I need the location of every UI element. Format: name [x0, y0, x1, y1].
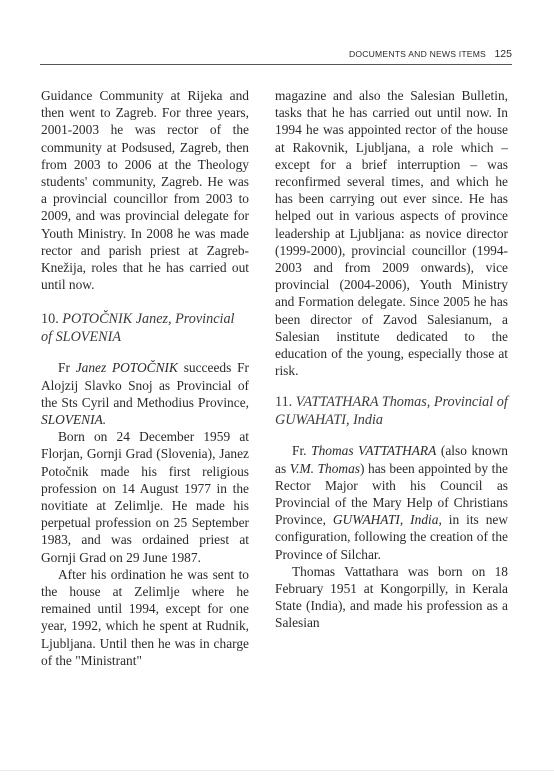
left-column: [41, 87, 249, 669]
running-header-title: DOCUMENTS AND NEWS ITEMS: [348, 49, 486, 59]
left-paragraph-2: [41, 359, 249, 428]
left-paragraph-1: Guidance Community at Rijeka and then went to Zagreb. For three years, 2001-2003 he was rector of the community at Podsused, Zagreb, then from 2003 to 2006 at the Theology students' community, Zagreb. He was a provincial councillor from 2003 to 2009, and was provincial delegate for Youth Ministry. In 2008 he was made rector and parish priest at Zagreb-Knežija, roles that he has carried out until now.: [41, 88, 249, 293]
section-heading-10-number: 10.: [41, 311, 59, 328]
right-paragraph-2-aka: V.M. Thomas: [289, 460, 360, 476]
right-paragraph-2-a: Fr.: [292, 443, 312, 459]
left-paragraph-2-province: SLOVENIA.: [41, 412, 107, 428]
page-number: 125: [494, 48, 512, 60]
right-paragraph-2-c: ) has been appointed by the Rector Major with his Council as Provincial of the Mary Help of Christians Province,: [275, 460, 508, 528]
page-bottom-edge: [0, 770, 554, 771]
left-paragraph-2-a: Fr: [58, 360, 76, 376]
right-paragraph-2-province: GUWAHATI, India,: [332, 512, 442, 528]
right-paragraph-1: magazine and also the Salesian Bulletin, tasks that he has carried out until now. In 1994 he was appointed rector of the house at Rakovnik, Ljubljana, a role which – except for a brief interruption – was reconfirmed several times, and which he has been carrying out ever since. He has helped out in various aspects of province leadership at Ljubljana: as novice director (1999-2000), provincial councillor (1994-2003 and from 2009 onwards), vice provincial (2004-2006), Youth Ministry and Formation delegate. Since 2005 he has been director of Zavod Salesianum, a Salesian institute dedicated to the education of the young, especially those at risk.: [275, 88, 508, 379]
left-paragraph-2-name: Janez POTOČNIK: [75, 360, 178, 376]
left-paragraph-3: Born on 24 December 1959 at Florjan, Gornji Grad (Slovenia), Janez Potočnik made his first religious profession on 14 August 1977 in the novitiate at Zelimlje. He made his perpetual profession on 25 September 1983, and was ordained priest at Gornji Grad on 29 June 1987.: [41, 429, 249, 565]
right-column: [275, 87, 508, 632]
right-paragraph-2-b: (also known as: [275, 443, 508, 476]
section-heading-10: [41, 311, 249, 346]
right-paragraph-2-d: in its new configuration, following the creation of the Province of Silchar.: [275, 512, 508, 562]
left-paragraph-2-b: succeeds Fr Alojzij Slavko Snoj as Provincial of the Sts Cyril and Methodius Province,: [41, 360, 249, 410]
right-paragraph-2: [275, 442, 508, 562]
right-paragraph-3: Thomas Vattathara was born on 18 February 1951 at Kongorpilly, in Kerala State (India), and made his profession as a Salesian: [275, 563, 508, 631]
right-paragraph-2-name: Thomas VATTATHARA: [311, 443, 437, 459]
section-heading-11-title: VATTATHARA Thomas, Provincial of GUWAHATI, India: [275, 394, 508, 428]
section-heading-11: [275, 394, 508, 429]
left-paragraph-4: After his ordination he was sent to the house at Zelimlje where he remained until 1994, except for one year, 1992, which he spent at Rudnik, Ljubljana. Until then he was in charge of the "Ministrant": [41, 566, 249, 668]
section-heading-11-number: 11.: [275, 394, 293, 411]
running-header: [40, 46, 512, 65]
section-heading-10-title: POTOČNIK Janez, Provincial of SLOVENIA: [41, 311, 235, 345]
